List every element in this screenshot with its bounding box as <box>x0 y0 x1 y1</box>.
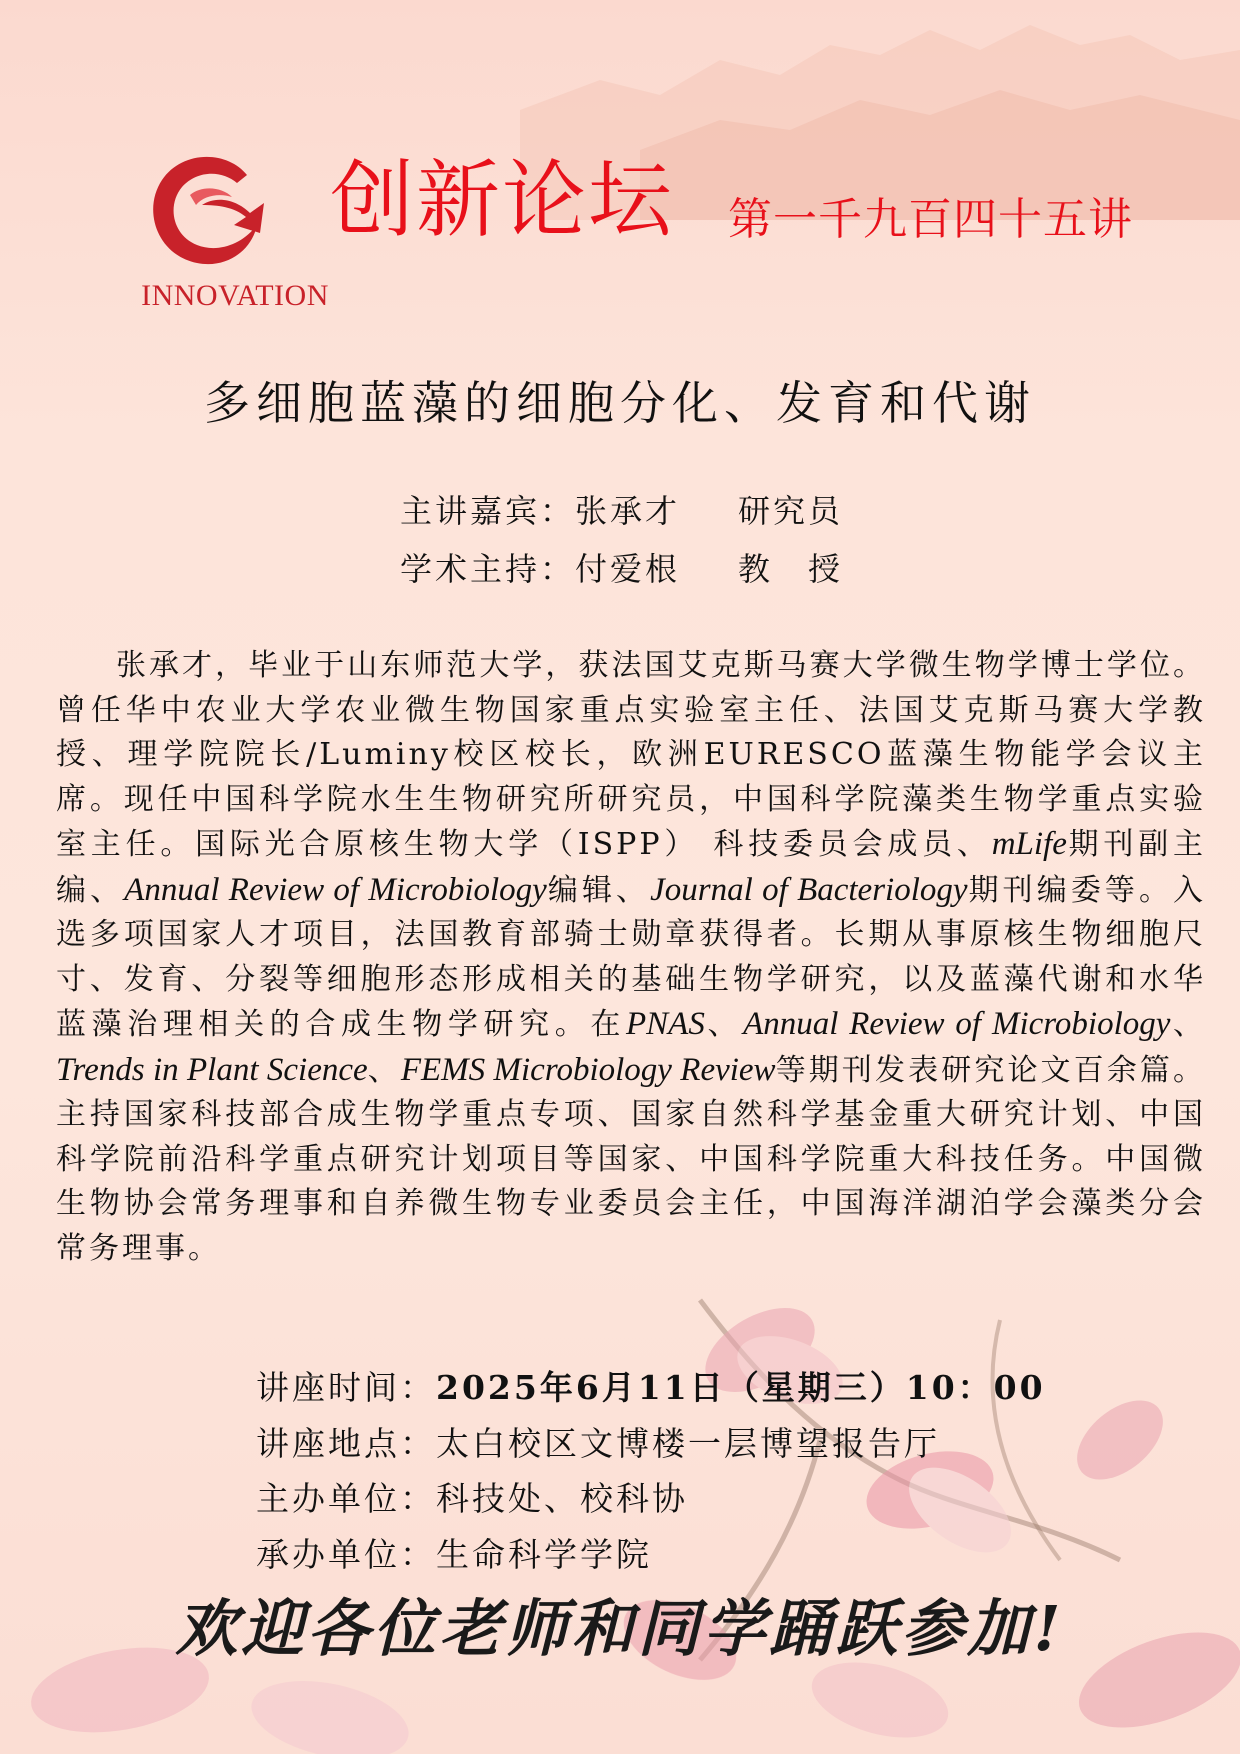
bio-text: 等期刊发表研究论文百余篇。主持国家科技部合成生物学重点专项、国家自然科学基金重大研究计划、中国科学院前沿科学重点研究计划项目等国家、中国科学院重大科技任务。中国微生物协会常务理事和自养微生物专业委员会主任，中国海洋湖泊学会藻类分会常务理事。 <box>56 1052 1206 1266</box>
host-title: 教 授 <box>738 550 844 588</box>
bio-text: 期刊编委等。入选多项国家人才项目，法国教育部骑士勋章获得者。长期从事原核生物细胞尺寸、发育、分裂等细胞形态形成相关的基础生物学研究，以及蓝藻代谢和水华蓝藻治理相关的合成生物学研究。在 <box>56 872 1207 1042</box>
undertaker-row <box>256 1527 1046 1583</box>
forum-title: 创新论坛 <box>330 151 675 249</box>
speaker-title: 研究员 <box>738 492 844 530</box>
bio-italic: Annual Review of Microbiology <box>124 871 547 908</box>
lecture-number: 第一千九百四十五讲 <box>728 194 1133 245</box>
bio-text: 、 <box>1170 1007 1207 1042</box>
organizer-label: 主办单位： <box>256 1479 436 1518</box>
time-value: 2025年6月11日（星期三）10：00 <box>436 1368 1046 1407</box>
bio-italic: Journal of Bacteriology <box>650 871 968 908</box>
speaker-label: 主讲嘉宾： <box>400 492 576 530</box>
speaker-name: 张承才 <box>575 492 681 530</box>
host-row <box>400 540 843 598</box>
place-label: 讲座地点： <box>256 1423 436 1463</box>
bio-text: 期刊副主编、 <box>56 827 1207 908</box>
bio-text: 张承才，毕业于山东师范大学，获法国艾克斯马赛大学微生物学博士学位。曾任华中农业大学农业微生物国家重点实验室主任、法国艾克斯马赛大学教授、理学院院长/Luminy校区校长，欧洲EURESCO蓝藻生物能学会议主席。现任中国科学院水生生物研究所研究员，中国科学院藻类生物学重点实验室主任。国际光合原核生物大学（ISPP） 科技委员会成员、 <box>56 648 1206 862</box>
host-label: 学术主持： <box>400 550 576 588</box>
bio-text: 编辑、 <box>546 872 651 908</box>
bio-italic: Annual Review of Microbiology <box>743 1006 1171 1042</box>
time-label: 讲座时间： <box>256 1368 436 1407</box>
bio-italic: mLife <box>991 826 1067 862</box>
lecture-place-row <box>256 1416 1046 1472</box>
bio-text: 、 <box>367 1052 401 1088</box>
bio-italic: FEMS Microbiology Review <box>400 1051 776 1088</box>
bio-italic: PNAS <box>626 1006 705 1042</box>
undertaker-value: 生命科学学院 <box>436 1534 652 1574</box>
lecture-time-row <box>256 1360 1046 1416</box>
bio-italic: Trends in Plant Science <box>56 1051 368 1088</box>
innovation-swirl-icon <box>142 145 272 275</box>
lecture-info <box>256 1360 1046 1582</box>
speaker-row <box>400 482 843 540</box>
place-value: 太白校区文博楼一层博望报告厅 <box>436 1423 940 1463</box>
host-name: 付爱根 <box>575 550 681 588</box>
undertaker-label: 承办单位： <box>256 1534 436 1574</box>
logo-text: INNOVATION <box>141 279 329 312</box>
organizer-row <box>256 1471 1046 1527</box>
bio-text: 、 <box>704 1007 744 1042</box>
innovation-logo <box>120 145 350 320</box>
speaker-biography <box>56 644 1206 1271</box>
talk-title: 多细胞蓝藻的细胞分化、发育和代谢 <box>204 376 1036 430</box>
speaker-host-block <box>400 482 843 598</box>
organizer-value: 科技处、校科协 <box>436 1479 688 1518</box>
welcome-message: 欢迎各位老师和同学踊跃参加! <box>175 1592 1065 1665</box>
